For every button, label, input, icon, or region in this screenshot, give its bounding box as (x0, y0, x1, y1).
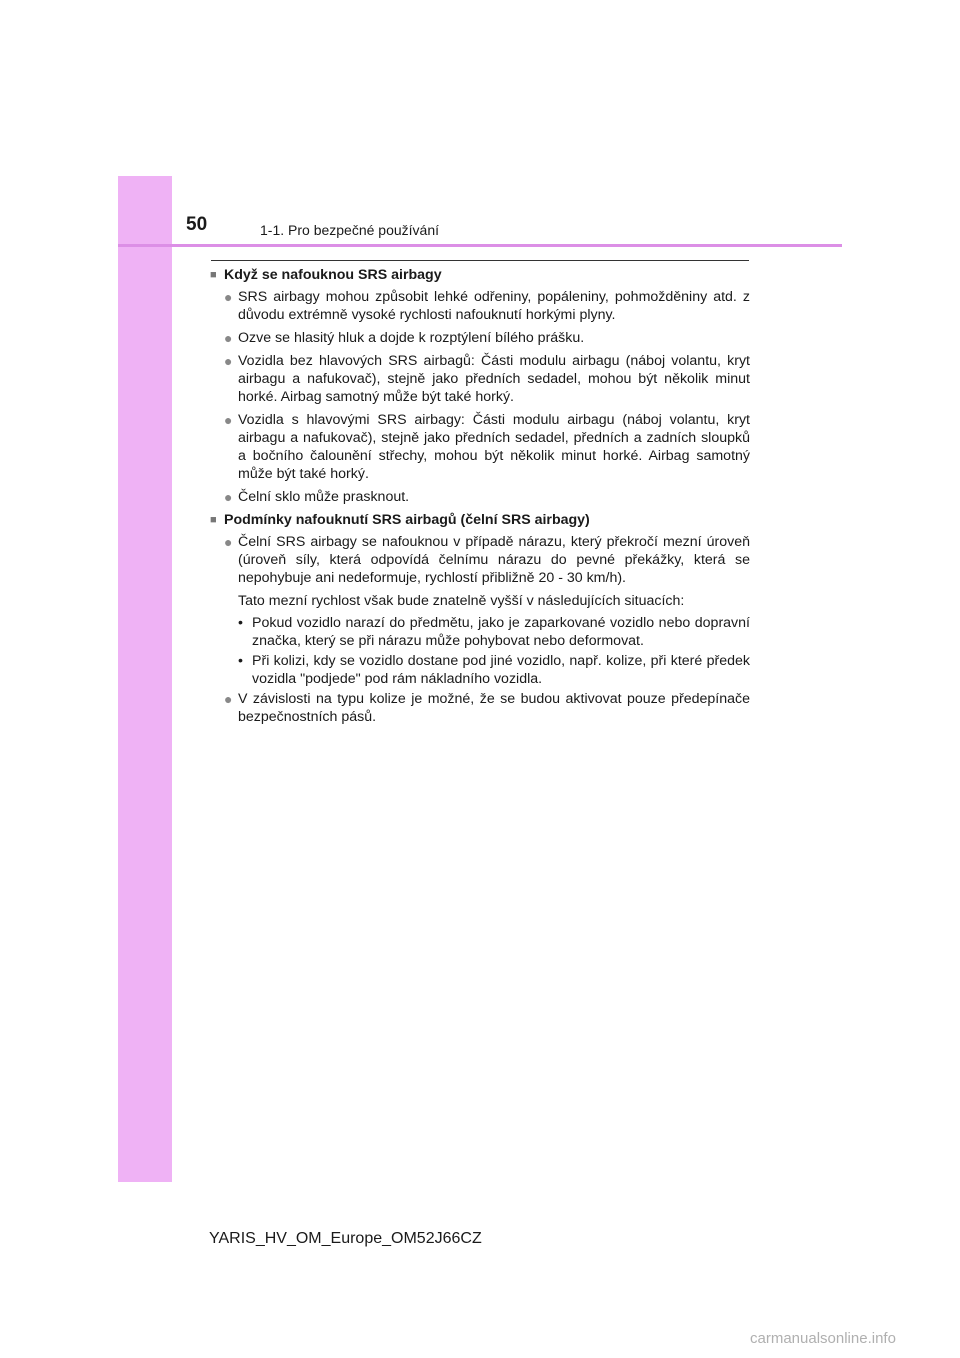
heading-deploy-conditions: ■ Podmínky nafouknutí SRS airbagů (čelní SRS airbagy) (210, 512, 590, 528)
sub-list-item: • Při kolizi, kdy se vozidlo dostane pod jiné vozidlo, např. kolize, při které předek vozidla "podjede" pod rám nákladního vozidla. (238, 653, 750, 687)
circle-bullet-icon: ● (224, 330, 233, 346)
list-item: ● Ozve se hlasitý hluk a dojde k rozptýlení bílého prášku. (224, 330, 585, 346)
list-item: ● Čelní SRS airbagy se nafouknou v případě nárazu, který překročí mezní úroveň (úroveň síly, která odpovídá čelnímu nárazu do pevné překážky, která se nepohybuje ani nedeformuje, rychlostí přibližně 20 - 30 km/h). (224, 534, 750, 586)
list-item: ● Vozidla bez hlavových SRS airbagů: Části modulu airbagu (náboj volantu, kryt airbagu a nafukovač), stejně jako předních sedadel, mohou být několik minut horké. Airbag samotný může být také horký. (224, 353, 750, 405)
sub-list-item: • Pokud vozidlo narazí do předmětu, jako je zaparkované vozidlo nebo dopravní značka, který se při nárazu může pohybovat nebo deformovat. (238, 615, 750, 649)
circle-bullet-icon: ● (224, 353, 233, 369)
side-tab (118, 176, 172, 1182)
paragraph: Tato mezní rychlost však bude znatelně vyšší v následujících situacích: (238, 593, 685, 609)
dot-marker-icon: • (238, 653, 243, 669)
page-number: 50 (186, 214, 208, 235)
dot-marker-icon: • (238, 615, 243, 631)
list-item: ● Vozidla s hlavovými SRS airbagy: Části modulu airbagu (náboj volantu, kryt airbagu a nafukovač), stejně jako předních sedadel, předních a zadních sloupků a bočního čalounění střechy, mohou být několik minut horké. Airbag samotný může být také horký. (224, 412, 750, 482)
list-item: ● Čelní sklo může prasknout. (224, 489, 410, 505)
footer-code: YARIS_HV_OM_Europe_OM52J66CZ (209, 1230, 482, 1247)
circle-bullet-icon: ● (224, 289, 233, 305)
content-divider (211, 260, 749, 261)
square-bullet-icon: ■ (210, 269, 217, 281)
square-bullet-icon: ■ (210, 514, 217, 526)
watermark: carmanualsonline.info (750, 1330, 896, 1347)
circle-bullet-icon: ● (224, 412, 233, 428)
content (210, 266, 750, 731)
circle-bullet-icon: ● (224, 534, 233, 550)
header-rule (118, 244, 842, 247)
list-item: ● V závislosti na typu kolize je možné, že se budou aktivovat pouze předepínače bezpečnostních pásů. (224, 691, 750, 725)
list-item: ● SRS airbagy mohou způsobit lehké odřeniny, popáleniny, pohmožděniny atd. z důvodu extrémně vysoké rychlosti nafouknutí horkými plyny. (224, 289, 750, 323)
circle-bullet-icon: ● (224, 691, 233, 707)
section-title: 1-1. Pro bezpečné používání (260, 222, 440, 238)
circle-bullet-icon: ● (224, 489, 233, 505)
heading-airbag-deploy: ■ Když se nafouknou SRS airbagy (210, 267, 442, 283)
